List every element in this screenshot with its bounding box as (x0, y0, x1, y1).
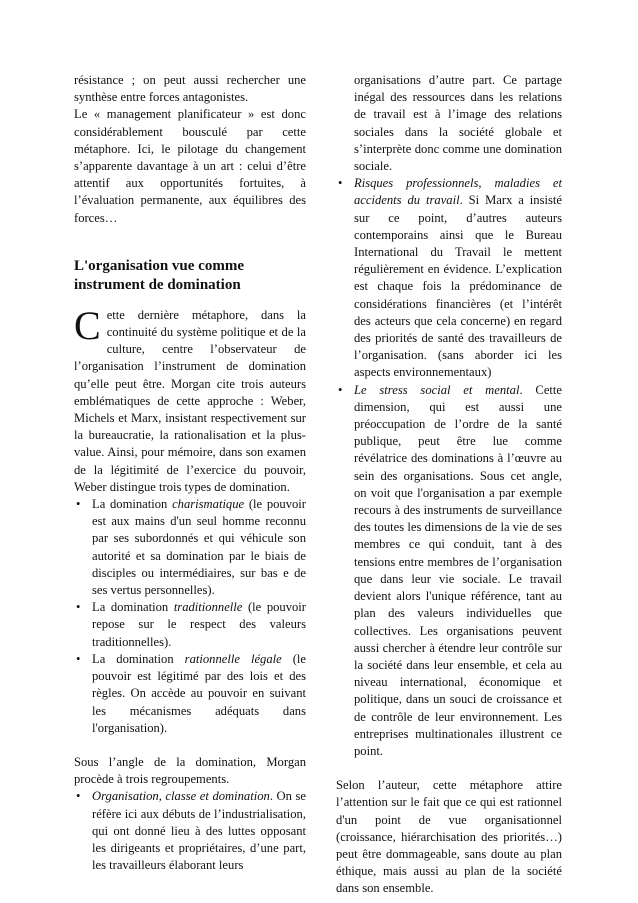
list-item (336, 382, 562, 760)
item-text: (le pouvoir repose sur le respect des valeurs traditionnelles). (92, 600, 306, 649)
paragraph-resistance: résistance ; on peut aussi rechercher une synthèse entre forces antagonistes. (74, 73, 306, 105)
paragraph-continued: organisations d’autre part. Ce partage inégal des ressources dans les relations de travail est à l’image des relations sociales dans la société globale et s’interprète donc comme une domination sociale. (354, 73, 562, 174)
list-item (74, 496, 306, 599)
paragraph-management: Le « management planificateur » est donc considérablement bousculé par cette métaphore. Ici, le pilotage du changement s’apparente davantage à un art : celui d’être attentif aux opportunités fortuites, à l’évaluation permanente, aux équilibres des forces… (74, 107, 306, 225)
section-heading: L'organisation vue comme instrument de domination (74, 257, 244, 293)
item-text: La domination (92, 600, 174, 615)
item-emphasis: traditionnelle (173, 600, 243, 615)
item-emphasis: Risques professionnels, maladies et accidents du travail (354, 176, 562, 208)
paragraph-regroupements: Sous l’angle de la domination, Morgan procède à trois regroupements. (74, 754, 306, 787)
drop-cap: C (74, 302, 101, 348)
item-emphasis: rationnelle légale (184, 651, 282, 666)
right-column (336, 72, 562, 898)
item-text: (le pouvoir est légitimé par des lois et des règles. On accède au pouvoir en suivant les mécanismes adéquats dans l'organisation). (92, 651, 307, 735)
item-text: La domination (92, 497, 173, 512)
list-item (74, 651, 306, 737)
list-item (74, 788, 306, 874)
paragraph-conclusion: Selon l’auteur, cette métaphore attire l’attention sur le fait que ce qui est rationnel d'un point de vue organisationnel (croissance, hiérarchisation des priorités…) peut être dommageable, sans doute au plan éthique, mais aussi au plan de la société dans son ensemble. (336, 778, 562, 896)
intro-text: ette dernière métaphore, dans la continuité du système politique et de la culture, centre l’observateur de l’organisation l’instrument de domination qu’elle peut être. Morgan cite trois auteurs emblématiques de cette approche : Weber, Michels et Marx, insistant respectivement sur la bureaucratie, la rationalisation et la plus-value. Ainsi, pour mémoire, dans son examen de la légitimité de l’exercice du pouvoir, Weber distingue trois types de domination. (74, 307, 306, 494)
item-text: . On se réfère ici aux débuts de l’industrialisation, qui ont donné lieu à des luttes opposant les dirigeants et propriétaires, d’une part, les travailleurs élaborant leurs (92, 789, 307, 873)
item-emphasis: Organisation, classe et domination (92, 789, 270, 804)
regroupements-list-continued (336, 175, 562, 760)
item-text: . Cette dimension, qui est aussi une préoccupation de l’ordre de la santé publique, peut être lue comme révélatrice des dominations à l’œuvre au sein des organisations. Sous cet angle, on voit que l'organisation a par exemple recours à des instruments de surveillance des toutes les dimensions de la vie de ses membres ce qui conduit, tant à des tensions entre membres de l’organisation que dans leur vie sociale. Le travail devient alors l'unique référence, tant au plan des valeurs individuelles que collectives. Les organisations peuvent aussi chercher à étendre leur contrôle sur la société dans leur ensemble, et cela au niveau international, économique et politique, dans un souci de croissance et de contrôle de leur environnement. Les entreprises multinationales illustrent ce point. (354, 382, 562, 758)
item-text: . Si Marx a insisté sur ce point, d’autres auteurs contemporains ainsi que le Bureau International du Travail le mettent régulièrement en évidence. L’explication est chaque fois la prédominance de considérations financières (et l’intérêt des acteurs que cela concerne) en regard des priorités de santé des travailleurs de l’organisation. (sans aborder ici les aspects environnementaux) (354, 193, 562, 380)
list-item (336, 175, 562, 381)
regroupements-list (74, 788, 306, 874)
domination-types-list (74, 496, 306, 737)
item-emphasis: charismatique (172, 497, 245, 512)
item-emphasis: Le stress social et mental (354, 382, 520, 397)
paragraph-intro (74, 302, 306, 496)
item-text: La domination (92, 651, 185, 666)
list-item (74, 599, 306, 651)
item-text: (le pouvoir est aux mains d'un seul homme reconnu par ses subordonnés et qui véhicule son autorité et sa domination par le biais de disciples ou intermédiaires, sur bas e de ses vertus personnelles). (92, 497, 306, 598)
left-column (74, 72, 306, 874)
